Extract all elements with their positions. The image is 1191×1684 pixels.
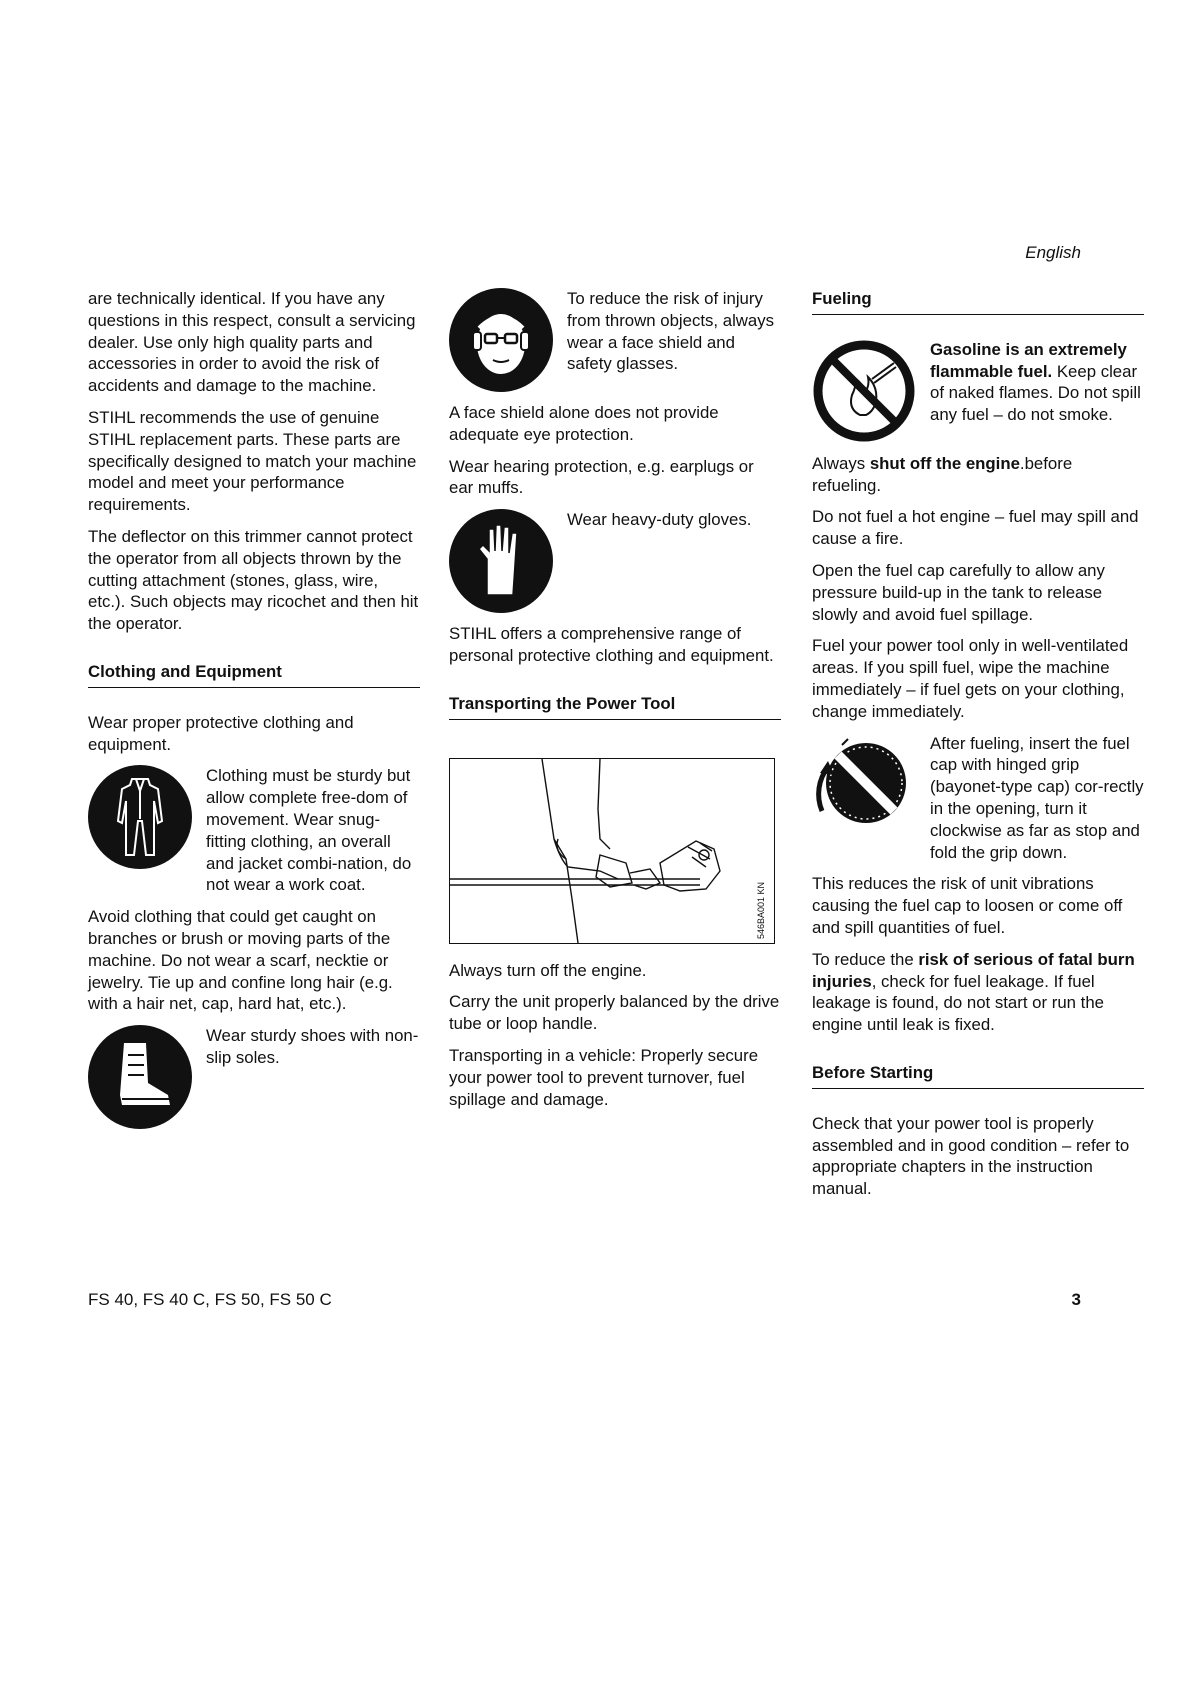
paragraph: This reduces the risk of unit vibrations causing the fuel cap to loosen or come off and spill quantities of fuel. <box>812 874 1123 937</box>
clothing-note <box>88 765 420 896</box>
figure-code: 546BA001 KN <box>756 881 766 939</box>
paragraph: Transporting in a vehicle: Properly secure your power tool to prevent turnover, fuel spillage and damage. <box>449 1045 759 1109</box>
face-shield-icon <box>449 288 553 392</box>
gloves-note <box>449 509 781 613</box>
paragraph-shut-off: Always shut off the engine.before refueling. <box>812 453 1073 495</box>
paragraph: Avoid clothing that could get caught on branches or brush or moving parts of the machine. Do not wear a scarf, necktie or jewelry. Tie up and confine long hair (e.g. with a hair net, cap, hard hat, etc.). <box>88 907 393 1014</box>
paragraph: Open the fuel cap carefully to allow any pressure build-up in the tank to release slowly and avoid fuel spillage. <box>812 560 1105 624</box>
gloves-icon <box>449 509 553 613</box>
paragraph: The deflector on this trimmer cannot protect the operator from all objects thrown by the cutting attachment (stones, glass, wire, etc.). Such objects may ricochet and then hit the operator. <box>88 526 419 634</box>
paragraph: STIHL offers a comprehensive range of personal protective clothing and equipment. <box>449 624 774 665</box>
boot-note <box>88 1025 420 1129</box>
column-2 <box>449 288 781 1120</box>
protective-clothing-icon <box>88 765 192 869</box>
paragraph: Wear hearing protection, e.g. earplugs or ear muffs. <box>449 456 754 498</box>
boot-text: Wear sturdy shoes with non-slip soles. <box>206 1026 419 1067</box>
column-1 <box>88 288 420 1139</box>
clothing-text: Clothing must be sturdy but allow complete free-dom of movement. Wear snug-fitting clothing, an overall and jacket combi-nation, do not wear a work coat. <box>206 766 412 895</box>
safety-boot-icon <box>88 1025 192 1129</box>
paragraph: Do not fuel a hot engine – fuel may spill and cause a fire. <box>812 507 1139 549</box>
paragraph: Carry the unit properly balanced by the drive tube or loop handle. <box>449 992 780 1034</box>
flammable-text: Gasoline is an extremely flammable fuel. Keep clear of naked flames. Do not spill any fuel – do not smoke. <box>930 339 1141 425</box>
footer-model-list: FS 40, FS 40 C, FS 50, FS 50 C <box>88 1290 332 1309</box>
page-number: 3 <box>1071 1290 1081 1309</box>
header-language: English <box>1025 243 1081 262</box>
flammable-note <box>812 339 1144 443</box>
fuel-cap-icon <box>812 733 916 837</box>
paragraph: Wear proper protective clothing and equipment. <box>88 712 354 754</box>
section-heading-fueling: Fueling <box>812 288 1144 315</box>
paragraph: Always turn off the engine. <box>449 960 647 980</box>
section-heading-transport: Transporting the Power Tool <box>449 693 781 720</box>
fuel-cap-note <box>812 733 1144 864</box>
fuel-cap-text: After fueling, insert the fuel cap with hinged grip (bayonet-type cap) cor-rectly in the opening, turn it clockwise as far as stop and fold the grip down. <box>930 733 1144 862</box>
face-shield-note <box>449 288 781 392</box>
section-heading-clothing: Clothing and Equipment <box>88 661 420 688</box>
transport-illustration <box>449 758 775 944</box>
gloves-text: Wear heavy-duty gloves. <box>567 510 752 530</box>
paragraph-burn-risk: To reduce the risk of serious of fatal burn injuries, check for fuel leakage. If fuel leakage is found, do not start or run the engine until leak is fixed. <box>812 949 1135 1035</box>
column-3 <box>812 288 1144 1210</box>
paragraph: A face shield alone does not provide adequate eye protection. <box>449 403 719 444</box>
face-shield-text: To reduce the risk of injury from thrown objects, always wear a face shield and safety glasses. <box>567 289 775 374</box>
no-open-flame-icon <box>812 339 916 443</box>
section-heading-before-starting: Before Starting <box>812 1062 1144 1089</box>
paragraph: Fuel your power tool only in well-ventilated areas. If you spill fuel, wipe the machine immediately – if fuel gets on your clothing, change immediately. <box>812 636 1129 721</box>
paragraph: Check that your power tool is properly assembled and in good condition – refer to appropriate chapters in the instruction manual. <box>812 1113 1130 1199</box>
paragraph: are technically identical. If you have any questions in this respect, consult a servicing dealer. Use only high quality parts and accessories in order to avoid the risk of accidents and damage to the machine. <box>88 289 416 396</box>
paragraph: STIHL recommends the use of genuine STIHL replacement parts. These parts are specifically designed to match your machine model and meet your performance requirements. <box>88 407 417 515</box>
